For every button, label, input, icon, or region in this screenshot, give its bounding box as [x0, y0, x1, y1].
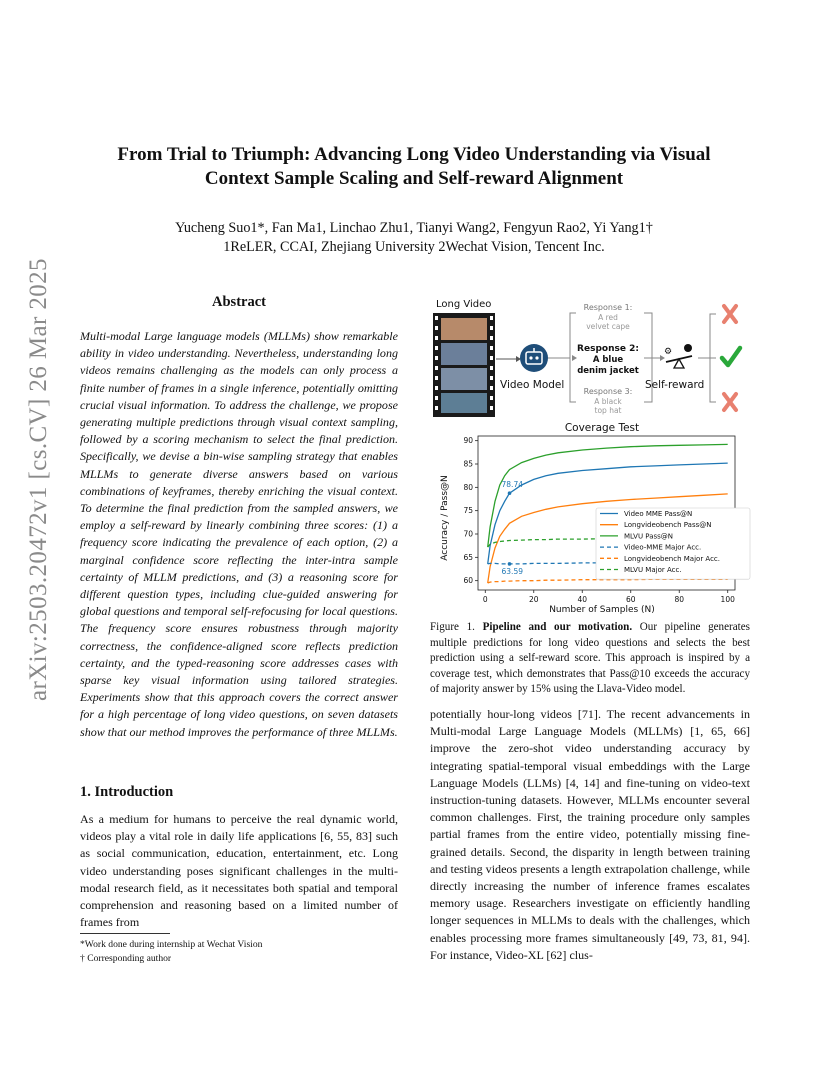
footnote-rule: [80, 933, 170, 934]
x-tick-label: 100: [720, 595, 735, 604]
response-1-text-a: A red: [598, 313, 618, 322]
y-tick-label: 80: [463, 482, 473, 492]
y-tick-label: 65: [463, 552, 473, 562]
checkmark-icon: [722, 348, 740, 365]
x-axis-label: Number of Samples (N): [549, 605, 655, 615]
y-tick-label: 75: [463, 506, 473, 516]
author-block: [80, 219, 748, 257]
cross-icon: [724, 306, 736, 322]
self-reward-label: Self-reward: [645, 379, 705, 391]
affiliations-line: 1ReLER, CCAI, Zhejiang University 2Wechat Vision, Tencent Inc.: [223, 239, 605, 255]
video-model-label: Video Model: [500, 379, 565, 391]
pipeline-svg: [430, 296, 750, 420]
response-3-text-a: A black: [594, 397, 622, 406]
x-tick-label: 80: [674, 595, 685, 604]
footnote-2: † Corresponding author: [80, 953, 172, 964]
authors-line: Yucheng Suo1*, Fan Ma1, Linchao Zhu1, Tianyi Wang2, Fengyun Rao2, Yi Yang1†: [175, 220, 653, 236]
robot-icon: [520, 344, 548, 372]
x-tick-label: 20: [528, 595, 539, 604]
legend-label: Longvideobench Major Acc.: [624, 554, 721, 563]
y-tick-label: 70: [463, 529, 473, 539]
response-1-title: Response 1:: [583, 303, 633, 312]
long-video-label: Long Video: [436, 299, 492, 310]
chart-legend: [596, 508, 750, 579]
y-tick-label: 90: [463, 436, 473, 446]
intro-text: As a medium for humans to perceive the real dynamic world, videos play a vital role in daily life applications [6, 55, 83] such as social communication, education, entertainment, etc. Long video understanding poses significant challenges in the multi-modal research field, as it necessitates both spatial and temporal comprehension and reasoning based on a limited number of frames from: [80, 812, 398, 930]
legend-label: MLVU Major Acc.: [624, 566, 682, 574]
x-tick-label: 0: [482, 595, 488, 604]
response-2-title: Response 2:: [577, 344, 639, 354]
response-2-text-b: denim jacket: [577, 366, 639, 376]
annotation-point: [508, 562, 512, 566]
legend-label: Longvideobench Pass@N: [624, 521, 712, 530]
title-line-2: Context Sample Scaling and Self-reward Alignment: [204, 168, 624, 189]
right-column-text: potentially hour-long videos [71]. The recent advancements in Multi-modal Large Language Models (MLLMs) [1, 65, 66] improve the zero-shot video understanding accuracy by integrating spatial-temporal visual embeddings with the Large Language Models (LLMs) [4, 14] and fine-tuning on video-text instruction-tuning datasets. However, MLLMs encounter several common challenges. First, the training procedure only samples partial frames from the entire video, potentially missing fine-grained details. Second, the disparity in length between training and testing videos presents a length extrapolation challenge, while directly increasing the number of inference frames escalates memory usage. Researchers investigate on efficiently handling longer sequences in MLLMs to deals with the challenges, which enables processing more frames simultaneously [49, 73, 81, 94]. For instance, Video-XL [62] clus-: [430, 707, 750, 962]
x-tick-label: 60: [625, 595, 636, 604]
svg-text:⚙: ⚙: [664, 347, 673, 357]
abstract-heading: Abstract: [212, 294, 266, 310]
y-axis-label: Accuracy / Pass@N: [440, 475, 450, 561]
x-tick-label: 40: [577, 595, 588, 604]
legend-label: Video-MME Major Acc.: [624, 543, 702, 552]
response-3-text-b: top hat: [594, 406, 622, 415]
figure-caption: [430, 620, 750, 698]
abstract-text: Multi-modal Large language models (MLLMs) show remarkable ability in video understanding. Nevertheless, understanding long videos remains challenging as the models can only process a finite number of frames in a single inference, potentially omitting crucial visual information. To address the challenge, we propose generating multiple predictions through visual context sampling, followed by a scoring mechanism to select the final prediction. Specifically, we devise a bin-wise sampling strategy that enables MLLMs to generate diverse answers based on various combinations of keyframes, thereby enriching the visual context. To determine the final prediction from the sampled answers, we employ a self-reward by linearly combining three scores: (1) a frequency score indicating the prevalence of each option, (2) a marginal confidence score reflecting the inter-intra sample certainty of MLLM predictions, and (3) a reasoning score for different question types, including clue-guided answering for global questions and temporal self-refocusing for local questions. The frequency score ensures robustness through majority correctness, the confidence-aligned score reflects prediction certainty, and the typed-reasoning score addresses cases with sparse key visual information using tailored strategies. Experiments show that this approach covers the correct answer for a high percentage of long video questions, on seven datasets show that our method improves the performance of three MLLMs.: [80, 329, 398, 739]
annotation-point: [508, 491, 512, 495]
y-tick-label: 85: [463, 459, 473, 469]
series-line-5: [488, 579, 728, 583]
legend-label: MLVU Pass@N: [624, 532, 674, 541]
caption-bold: Pipeline and our motivation.: [482, 621, 633, 633]
annotation-label: 78.74: [501, 480, 524, 490]
annotation-label: 63.59: [501, 566, 524, 576]
arxiv-id: arXiv:2503.20472v1 [cs.CV] 26 Mar 2025: [25, 258, 52, 701]
response-1-text-b: velvet cape: [586, 322, 630, 331]
legend-label: Video MME Pass@N: [624, 510, 693, 518]
paper-title: [80, 143, 748, 191]
chart-svg: [430, 420, 760, 618]
balance-scale-icon: [664, 344, 692, 368]
chart-annotations: [502, 480, 524, 576]
response-2-text-a: A blue: [592, 355, 624, 365]
chart-title: Coverage Test: [564, 422, 640, 434]
intro-heading: 1. Introduction: [80, 784, 174, 800]
caption-text: Our pipeline generates multiple predictions for long video questions and selects the best prediction using a self-reward score. This approach is inspired by a coverage test, which demonstrates that Pass@10 exceeds the accuracy of majority answer by 15% using the Llava-Video model.: [430, 621, 750, 695]
caption-label: Figure 1.: [430, 621, 475, 633]
pipeline-figure: [430, 296, 750, 420]
film-strip-icon: [433, 313, 495, 417]
coverage-chart: [430, 420, 760, 618]
response-3-title: Response 3:: [583, 387, 633, 396]
y-tick-label: 60: [463, 576, 473, 586]
title-line-1: From Trial to Triumph: Advancing Long Video Understanding via Visual: [117, 144, 711, 165]
arxiv-stamp: [11, 258, 63, 701]
cross-icon: [724, 394, 736, 410]
footnote-1: *Work done during internship at Wechat Vision: [80, 939, 263, 950]
